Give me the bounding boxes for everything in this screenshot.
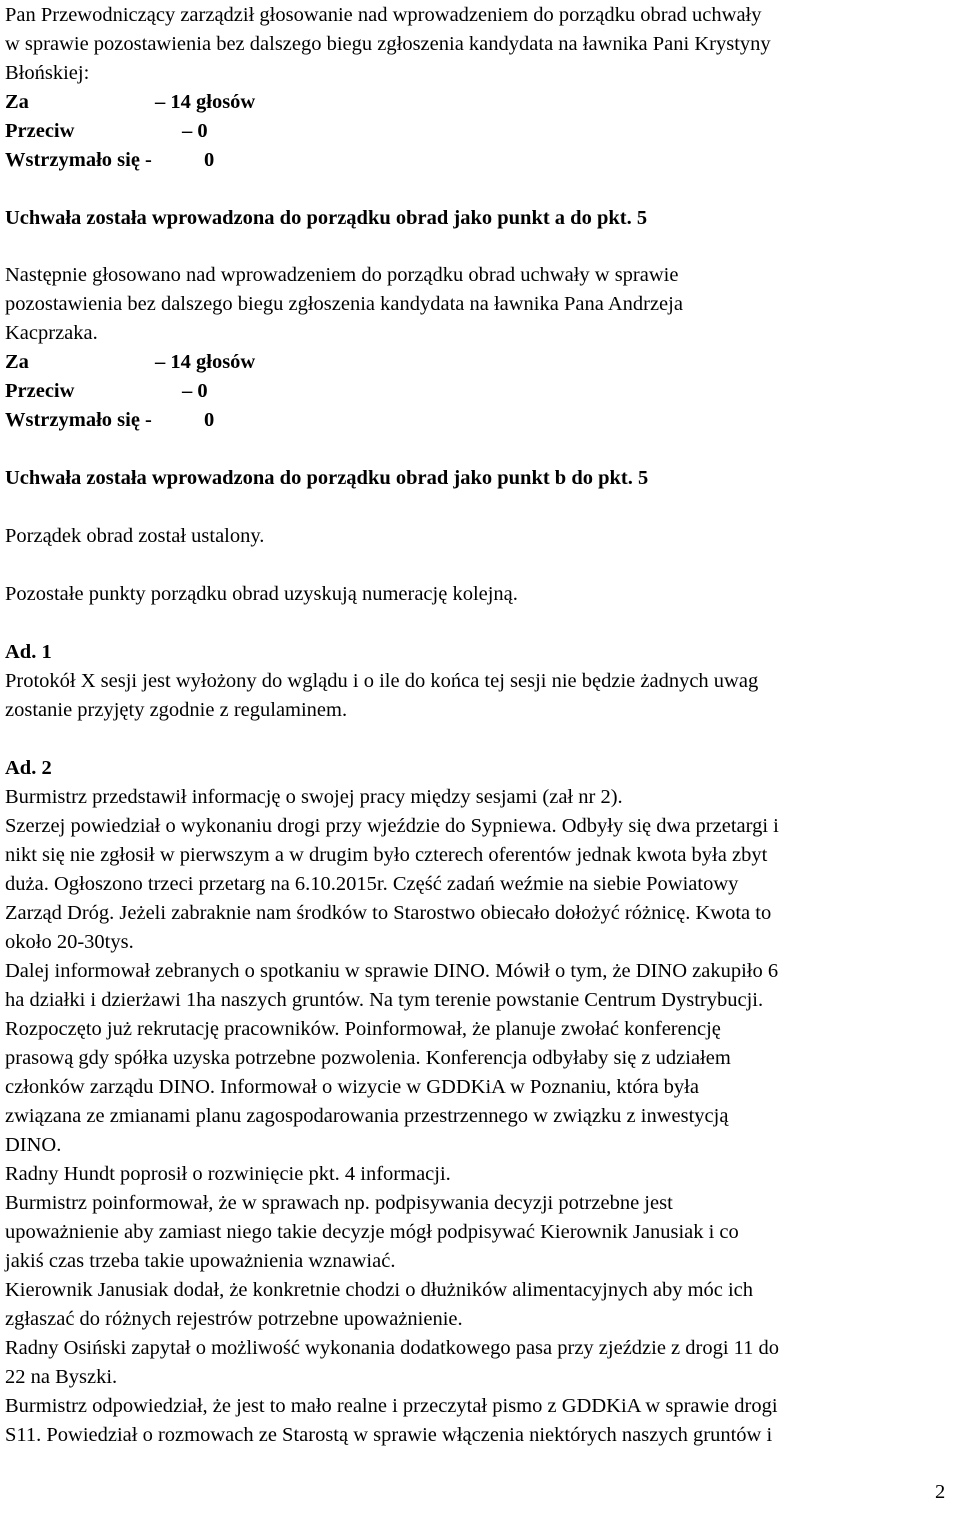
vote1-za-row: [5, 91, 256, 113]
page-number: 2: [935, 1481, 946, 1503]
ad2-line: Burmistrz przedstawił informację o swojej pracy między sesjami (zał nr 2).: [5, 786, 623, 808]
ad1-heading: Ad. 1: [5, 641, 52, 663]
ad2-line: duża. Ogłoszono trzeci przetarg na 6.10.2015r. Część zadań weźmie na siebie Powiatowy: [5, 873, 739, 895]
vote2-wstrzymalo-row: [5, 409, 215, 431]
ad2-line: 22 na Byszki.: [5, 1366, 118, 1388]
vote-value: 0: [204, 149, 215, 171]
ad2-line: Zarząd Dróg. Jeżeli zabraknie nam środków to Starostwo obiecało dołożyć różnicę. Kwota to: [5, 902, 772, 924]
ad2-line: upoważnienie aby zamiast niego takie decyzje mógł podpisywać Kierownik Janusiak i co: [5, 1221, 739, 1243]
ad2-line: Szerzej powiedział o wykonaniu drogi przy wjeździe do Sypniewa. Odbyły się dwa przetargi i: [5, 815, 779, 837]
ad2-line: DINO.: [5, 1134, 62, 1156]
ad2-line: prasową gdy spółka uzyska potrzebne pozwolenia. Konferencja odbyłaby się z udziałem: [5, 1047, 731, 1069]
ad2-line: S11. Powiedział o rozmowach ze Starostą w sprawie włączenia niektórych naszych gruntów i: [5, 1424, 773, 1446]
ad2-line: Rozpoczęto już rekrutację pracowników. Poinformował, że planuje zwołać konferencję: [5, 1018, 721, 1040]
ad2-line: jakiś czas trzeba takie upoważnienia wznawiać.: [5, 1250, 396, 1272]
ad2-line: około 20-30tys.: [5, 931, 134, 953]
ad2-line: związana ze zmianami planu zagospodarowania przestrzennego w związku z inwestycją: [5, 1105, 729, 1127]
vote1-wstrzymalo-row: [5, 149, 215, 171]
ad2-heading: Ad. 2: [5, 757, 52, 779]
vote-label: Wstrzymało się -: [5, 409, 152, 431]
vote-value: – 14 głosów: [155, 351, 256, 373]
vote-value: – 14 głosów: [155, 91, 256, 113]
vote2-przeciw-row: [5, 380, 208, 402]
ad2-line: Burmistrz odpowiedział, że jest to mało realne i przeczytał pismo z GDDKiA w sprawie drogi: [5, 1395, 778, 1417]
order-numbering-text: Pozostałe punkty porządku obrad uzyskują numerację kolejną.: [5, 583, 518, 605]
vote2-result: Uchwała została wprowadzona do porządku obrad jako punkt b do pkt. 5: [5, 467, 649, 489]
order-set-text: Porządek obrad został ustalony.: [5, 525, 265, 547]
ad2-line: ha działki i dzierżawi 1ha naszych gruntów. Na tym terenie powstanie Centrum Dystrybucji.: [5, 989, 764, 1011]
vote-value: – 0: [182, 380, 208, 402]
vote1-intro-line: Pan Przewodniczący zarządził głosowanie nad wprowadzeniem do porządku obrad uchwały: [5, 4, 762, 26]
ad1-line: zostanie przyjęty zgodnie z regulaminem.: [5, 699, 348, 721]
ad2-line: członków zarządu DINO. Informował o wizycie w GDDKiA w Poznaniu, która była: [5, 1076, 699, 1098]
vote1-result: Uchwała została wprowadzona do porządku obrad jako punkt a do pkt. 5: [5, 207, 648, 229]
vote-value: 0: [204, 409, 215, 431]
vote2-intro-line: pozostawienia bez dalszego biegu zgłoszenia kandydata na ławnika Pana Andrzeja: [5, 293, 683, 315]
ad2-line: Radny Osiński zapytał o możliwość wykonania dodatkowego pasa przy zjeździe z drogi 11 do: [5, 1337, 780, 1359]
ad1-line: Protokół X sesji jest wyłożony do wglądu i o ile do końca tej sesji nie będzie żadnych uwag: [5, 670, 759, 692]
vote2-za-row: [5, 351, 256, 373]
ad2-line: nikt się nie zgłosił w pierwszym a w drugim było czterech oferentów jednak kwota była zbyt: [5, 844, 768, 866]
vote-value: – 0: [182, 120, 208, 142]
vote2-intro-line: Następnie głosowano nad wprowadzeniem do porządku obrad uchwały w sprawie: [5, 264, 679, 286]
vote-label: Za: [5, 91, 29, 113]
vote1-intro-line: w sprawie pozostawienia bez dalszego biegu zgłoszenia kandydata na ławnika Pani Krystyny: [5, 33, 771, 55]
vote1-przeciw-row: [5, 120, 208, 142]
vote-label: Przeciw: [5, 120, 75, 142]
vote-label: Wstrzymało się -: [5, 149, 152, 171]
vote-label: Za: [5, 351, 29, 373]
ad2-line: Kierownik Janusiak dodał, że konkretnie chodzi o dłużników alimentacyjnych aby móc ich: [5, 1279, 754, 1301]
vote2-intro-line: Kacprzaka.: [5, 322, 98, 344]
vote-label: Przeciw: [5, 380, 75, 402]
ad2-line: Burmistrz poinformował, że w sprawach np. podpisywania decyzji potrzebne jest: [5, 1192, 673, 1214]
ad2-line: Dalej informował zebranych o spotkaniu w sprawie DINO. Mówił o tym, że DINO zakupiło 6: [5, 960, 779, 982]
ad2-line: Radny Hundt poprosił o rozwinięcie pkt. 4 informacji.: [5, 1163, 451, 1185]
ad2-line: zgłaszać do różnych rejestrów potrzebne upoważnienie.: [5, 1308, 463, 1330]
vote1-intro-line: Błońskiej:: [5, 62, 90, 84]
